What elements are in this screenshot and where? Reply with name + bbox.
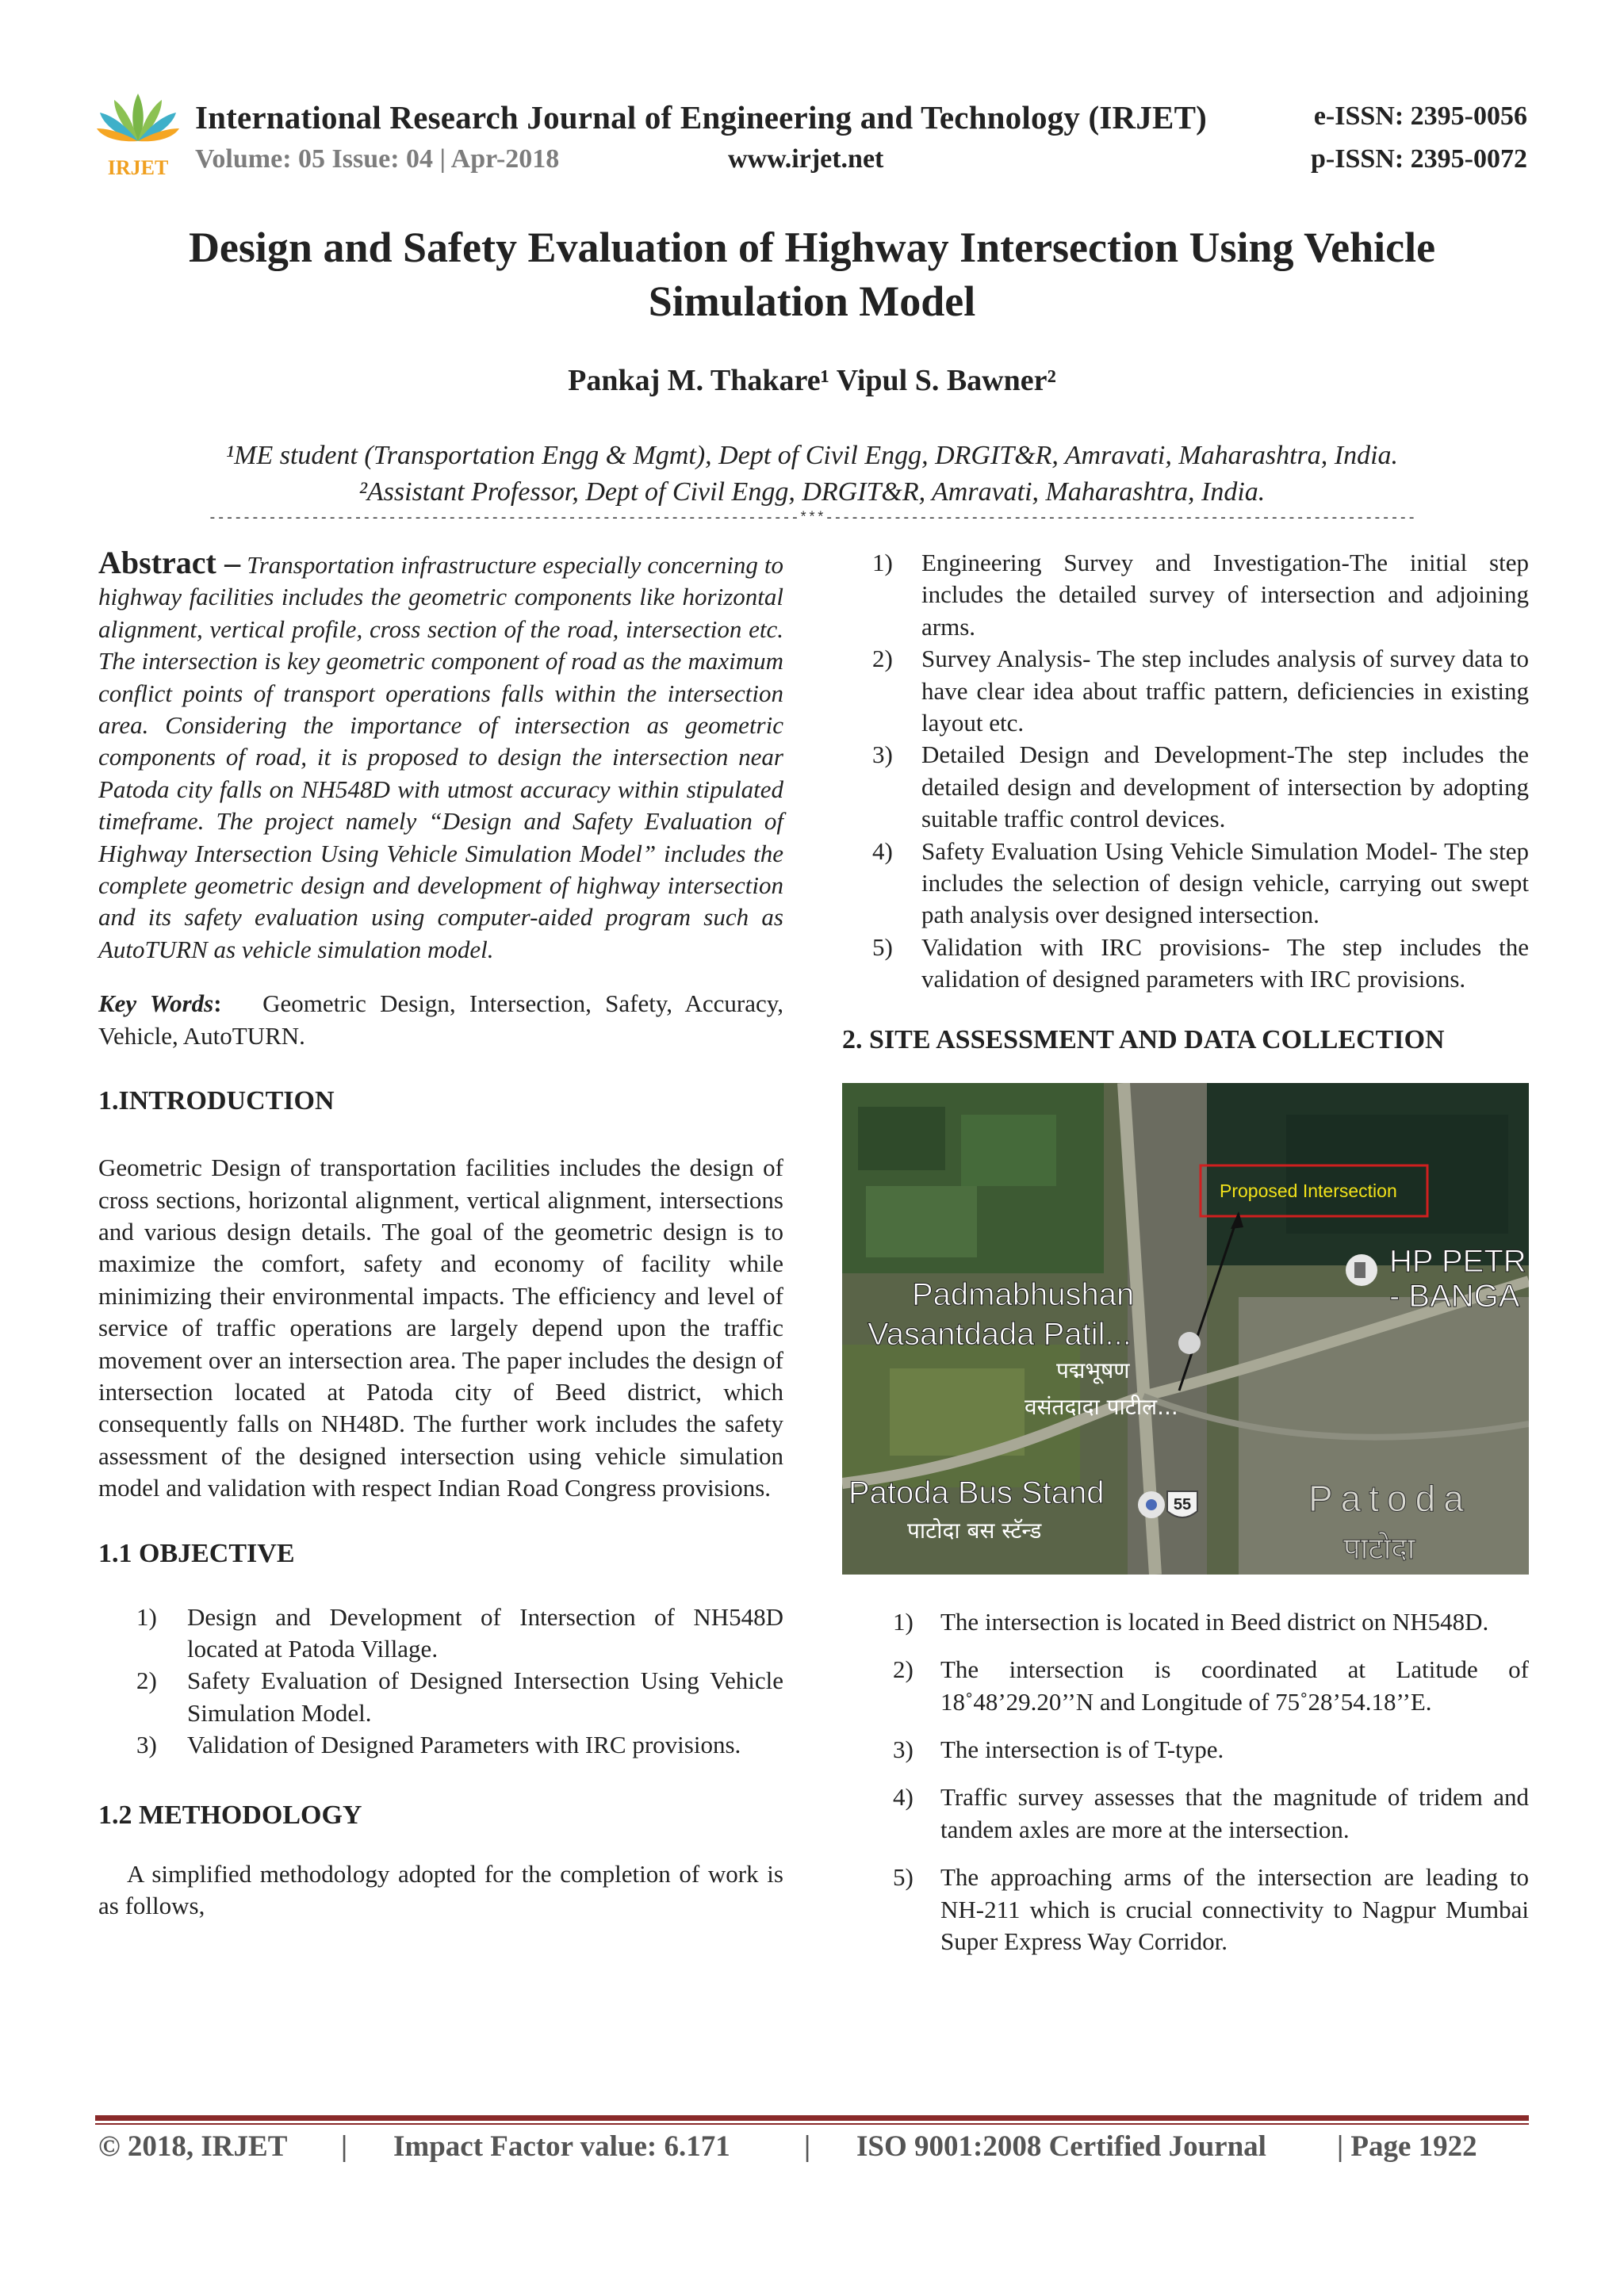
abstract-text: Transportation infrastructure especially concerning to highway facilities includes the geometric components like horizontal alignment, vertical profile, cross section of the road, intersection etc. The intersection is key geometric component of road as the maximum conflict points of transport operations falls within the intersection area. Considering the importance of intersection as geometric components of road, it is proposed to design the intersection near Patoda city falls on NH548D with utmost accuracy within stipulated timeframe. The project namely “Design and Safety Evaluation of Highway Intersection Using Vehicle Simulation Model” includes the complete geometric design and development of highway intersection and its safety evaluation using computer-aided program such as AutoTURN as vehicle simulation model. bbox=[98, 551, 783, 963]
methodology-list bbox=[842, 547, 1529, 996]
site-heading: 2. SITE ASSESSMENT AND DATA COLLECTION bbox=[842, 1024, 1445, 1054]
affiliation-1: ¹ME student (Transportation Engg & Mgmt), Dept of Civil Engg, DRGIT&R, Amravati, Maharashtra, India. bbox=[225, 441, 1399, 470]
site-map-image bbox=[842, 1083, 1529, 1575]
affiliations bbox=[95, 438, 1529, 511]
journal-name: International Research Journal of Engineering and Technology (IRJET) bbox=[195, 99, 1207, 136]
list-item: 2) Survey Analysis- The step includes analysis of survey data to have clear idea about traffic pattern, deficiencies in existing layout etc. bbox=[872, 645, 1529, 737]
footer-rule bbox=[95, 2115, 1529, 2121]
paper-title: Design and Safety Evaluation of Highway Intersection Using Vehicle Simulation Model bbox=[188, 224, 1436, 325]
authors: Pankaj M. Thakare¹ Vipul S. Bawner² bbox=[568, 364, 1056, 397]
eissn: e-ISSN: 2395-0056 bbox=[1313, 101, 1527, 131]
footer-page: | Page 1922 bbox=[1337, 2130, 1477, 2163]
irjet-logo bbox=[94, 86, 182, 179]
keywords-label: Key Words bbox=[98, 989, 214, 1018]
keywords-text: Geometric Design, Intersection, Safety, Accuracy, Vehicle, AutoTURN. bbox=[98, 989, 784, 1050]
footer-iso: ISO 9001:2008 Certified Journal bbox=[856, 2130, 1266, 2163]
map-label-bus-stand: Patoda Bus Stand bbox=[848, 1475, 1105, 1510]
list-item: 4) Traffic survey assesses that the magnitude of tridem and tandem axles are more at the intersection. bbox=[893, 1783, 1529, 1843]
list-item: 3) Validation of Designed Parameters with IRC provisions. bbox=[136, 1731, 741, 1759]
footer-sep: | bbox=[341, 2130, 348, 2163]
list-item: 1) Design and Development of Intersection of NH548D located at Patoda Village. bbox=[136, 1602, 783, 1663]
list-item: 2) Safety Evaluation of Designed Intersection Using Vehicle Simulation Model. bbox=[136, 1667, 783, 1727]
highway-shield-number: 55 bbox=[1173, 1495, 1192, 1513]
volume-issue: Volume: 05 Issue: 04 | Apr-2018 bbox=[195, 144, 560, 174]
list-item: 1) The intersection is located in Beed district on NH548D. bbox=[893, 1607, 1489, 1636]
keywords: Key Words: Geometric Design, Intersection, Safety, Accuracy, Vehicle, AutoTURN. bbox=[98, 989, 784, 1050]
list-item: 4) Safety Evaluation Using Vehicle Simulation Model- The step includes the selection of design vehicle, carrying out swept path analysis over designed intersection. bbox=[872, 836, 1529, 929]
map-label-college-2: Vasantdada Patil... bbox=[868, 1316, 1132, 1352]
map-label-town: Patoda bbox=[1308, 1477, 1472, 1519]
list-item: 3) The intersection is of T-type. bbox=[893, 1735, 1224, 1763]
logo-text: IRJET bbox=[107, 156, 169, 179]
affiliation-2: ²Assistant Professor, Dept of Civil Engg, DRGIT&R, Amravati, Maharashtra, India. bbox=[358, 477, 1266, 507]
map-label-petrol: HP PETR bbox=[1389, 1243, 1526, 1279]
objective-list bbox=[98, 1601, 783, 1762]
abstract bbox=[98, 547, 783, 966]
list-item: 5) The approaching arms of the intersection are leading to NH-211 which is crucial connectivity to Nagpur Mumbai Super Express Way Corridor. bbox=[893, 1863, 1529, 1955]
methodology-text: A simplified methodology adopted for the completion of work is as follows, bbox=[98, 1859, 783, 1919]
footer-rule-thin bbox=[95, 2123, 1529, 2125]
intro-text: Geometric Design of transportation facilities includes the design of cross sections, horizontal alignment, vertical alignment, intersections and various design details. The goal of the geometric design is to maximize the comfort, safety and economy of facility while minimizing their environmental impacts. The efficiency and level of service of traffic operations are largely depend upon the traffic movement over an intersection area. The paper includes the design of intersection located at Patoda city of Beed district, which consequently falls on NH48D. The further work includes the safety assessment of the designed intersection using vehicle simulation model and validation with respect Indian Road Congress provisions. bbox=[98, 1154, 783, 1502]
map-label-town-mr: पाटोदा bbox=[1343, 1530, 1415, 1566]
map-label-petrol-2: - BANGA bbox=[1389, 1278, 1520, 1314]
left-column bbox=[98, 547, 783, 1922]
footer-impact-factor: Impact Factor value: 6.171 bbox=[393, 2130, 730, 2163]
list-item: 5) Validation with IRC provisions- The step includes the validation of designed parameters with IRC provisions. bbox=[872, 932, 1529, 993]
right-column bbox=[842, 547, 1529, 1957]
footer-copyright: © 2018, IRJET bbox=[98, 2130, 288, 2163]
abstract-heading: Abstract – bbox=[98, 545, 241, 580]
map-label-college: Padmabhushan bbox=[912, 1276, 1135, 1312]
objective-heading: 1.1 OBJECTIVE bbox=[98, 1538, 295, 1568]
list-item: 2) The intersection is coordinated at Latitude of 18˚48’29.20’’N and Longitude of 75˚28’54.18’’E. bbox=[893, 1655, 1529, 1716]
map-label-college-mr-2: वसंतदादा पाटील... bbox=[1025, 1393, 1178, 1420]
pissn: p-ISSN: 2395-0072 bbox=[1311, 144, 1527, 174]
footer-sep: | bbox=[804, 2130, 811, 2163]
journal-website[interactable]: www.irjet.net bbox=[728, 144, 884, 174]
proposed-intersection-label: Proposed Intersection bbox=[1220, 1180, 1397, 1201]
list-item: 1) Engineering Survey and Investigation-The initial step includes the detailed survey of intersection and adjoining arms. bbox=[872, 549, 1529, 641]
methodology-heading: 1.2 METHODOLOGY bbox=[98, 1800, 362, 1830]
college-marker-icon bbox=[1178, 1332, 1201, 1354]
map-label-bus-stand-mr: पाटोदा बस स्टॅन्ड bbox=[907, 1517, 1042, 1544]
section-separator: ---------------------------------------------------------------------***--------------------------------------------------------------------- bbox=[208, 511, 1416, 526]
site-list bbox=[842, 1606, 1529, 1958]
list-item: 3) Detailed Design and Development-The step includes the detailed design and development of intersection by adopting suitable traffic control devices. bbox=[872, 740, 1529, 833]
map-label-college-mr: पद्मभूषण bbox=[1056, 1357, 1130, 1383]
intro-heading: 1.INTRODUCTION bbox=[98, 1086, 335, 1116]
footer bbox=[98, 2130, 1526, 2169]
